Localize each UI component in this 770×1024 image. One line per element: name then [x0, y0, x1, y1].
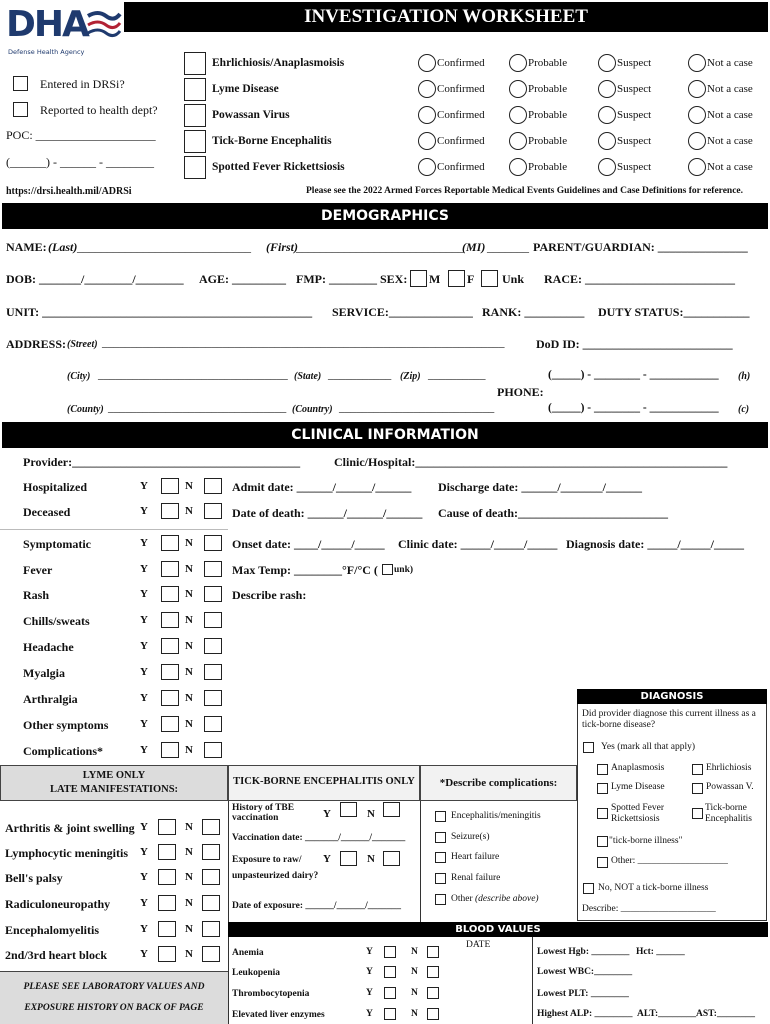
- max-temp-field[interactable]: Max Temp: ________°F/°C (: [232, 563, 378, 577]
- symptom-other-yes-checkbox[interactable]: [161, 716, 179, 732]
- y-label: Y: [140, 588, 148, 600]
- lyme-yes-checkbox[interactable]: [158, 844, 176, 860]
- compl-other-label: [451, 894, 539, 904]
- symptom-myalgia-no-checkbox[interactable]: [204, 664, 222, 680]
- disease-name: Lyme Disease: [212, 83, 279, 95]
- home-phone-field[interactable]: (_____) - ________ - ____________: [548, 369, 719, 381]
- flag-waves-icon: [86, 8, 122, 42]
- y-label: Y: [140, 505, 148, 517]
- compl-heading: *Describe complications:: [439, 777, 558, 789]
- temp-unk-checkbox[interactable]: [382, 564, 393, 575]
- sex-f-checkbox[interactable]: [448, 270, 465, 287]
- sex-unk-checkbox[interactable]: [481, 270, 498, 287]
- n-label: N: [185, 666, 193, 678]
- blood-date-label: DATE: [466, 940, 491, 950]
- diag-tbi-label: "tick-borne illness": [609, 836, 683, 846]
- case-radio-suspect[interactable]: [598, 80, 616, 98]
- y-label: Y: [140, 846, 148, 858]
- case-label-confirmed: Confirmed: [437, 109, 485, 121]
- lyme-no-checkbox[interactable]: [202, 946, 220, 962]
- disease-checkbox[interactable]: [184, 156, 206, 179]
- n-label: N: [185, 640, 193, 652]
- n-label: N: [185, 614, 193, 626]
- blood-no-checkbox[interactable]: [427, 946, 439, 958]
- case-label-probable: Probable: [528, 135, 568, 147]
- rank-field[interactable]: RANK: __________: [482, 305, 585, 319]
- reported-checkbox[interactable]: [13, 102, 28, 117]
- diag-spotted-checkbox[interactable]: [597, 808, 608, 819]
- tbe-history-n: N: [367, 808, 375, 820]
- y-label: Y: [140, 923, 148, 935]
- mi-label: (MI): [462, 240, 486, 254]
- case-label-suspect: Suspect: [617, 57, 652, 69]
- n-label: N: [185, 588, 193, 600]
- case-radio-confirmed[interactable]: [418, 106, 436, 124]
- street-field[interactable]: ______________________________________________________________________: [102, 337, 505, 349]
- symptom-hospitalized-no-checkbox[interactable]: [204, 478, 222, 494]
- logo-tagline: Defense Health Agency: [8, 48, 85, 56]
- county-label: (County): [67, 404, 104, 415]
- complication-label: Seizure(s): [451, 832, 490, 842]
- complication-checkbox[interactable]: [435, 811, 446, 822]
- state-label: (State): [294, 371, 322, 382]
- tbe-vacc-date-field[interactable]: Vaccination date: _______/______/_______: [232, 833, 406, 843]
- case-radio-not-case[interactable]: [688, 80, 706, 98]
- case-radio-not-case[interactable]: [688, 54, 706, 72]
- blood-item-label: Leukopenia: [232, 968, 281, 978]
- n-label: N: [185, 692, 193, 704]
- y-label: Y: [140, 948, 148, 960]
- entered-drsi-label: Entered in DRSi?: [40, 77, 125, 91]
- diag-powassan-label: Powassan V.: [706, 782, 754, 792]
- symptom-fever-no-checkbox[interactable]: [204, 561, 222, 577]
- n-label: N: [185, 480, 193, 492]
- y-label: Y: [366, 967, 373, 977]
- case-radio-probable[interactable]: [509, 80, 527, 98]
- lyme-item-label: 2nd/3rd heart block: [5, 948, 108, 962]
- tbe-exp-date-field[interactable]: Date of exposure: ______/______/_______: [232, 901, 401, 911]
- symptom-rash-yes-checkbox[interactable]: [161, 586, 179, 602]
- tbe-history-y: Y: [323, 808, 331, 820]
- poc-field[interactable]: POC: ____________________: [6, 128, 156, 142]
- diag-lyme-checkbox[interactable]: [597, 783, 608, 794]
- home-phone-label: (h): [738, 371, 751, 382]
- case-radio-not-case[interactable]: [688, 106, 706, 124]
- symptom-headache-yes-checkbox[interactable]: [161, 638, 179, 654]
- sex-unk-label: Unk: [502, 272, 525, 286]
- case-radio-confirmed[interactable]: [418, 80, 436, 98]
- symptom-headache-no-checkbox[interactable]: [204, 638, 222, 654]
- disease-name: Ehrlichiosis/Anaplasmoisis: [212, 57, 345, 69]
- symptom-deceased-no-checkbox[interactable]: [204, 503, 222, 519]
- y-label: Y: [140, 614, 148, 626]
- clinical-heading: CLINICAL INFORMATION: [2, 422, 768, 448]
- case-label-confirmed: Confirmed: [437, 83, 485, 95]
- diagnosis-question: Did provider diagnose this current illness as a tick-borne disease?: [582, 709, 756, 730]
- diagnosis-date-field[interactable]: Diagnosis date: _____/_____/_____: [566, 537, 745, 551]
- cell-phone-field[interactable]: (_____) - ________ - ____________: [548, 402, 719, 414]
- n-label: N: [185, 897, 193, 909]
- disease-name: Spotted Fever Rickettsiosis: [212, 161, 345, 173]
- lyme-no-checkbox[interactable]: [202, 869, 220, 885]
- symptom-arthralgia-no-checkbox[interactable]: [204, 690, 222, 706]
- n-label: N: [185, 871, 193, 883]
- complication-checkbox[interactable]: [435, 852, 446, 863]
- cause-of-death-field[interactable]: Cause of death:_________________________: [438, 506, 668, 520]
- compl-other-text: Other: [451, 894, 473, 904]
- tbe-exposure-n-checkbox[interactable]: [383, 851, 400, 866]
- diag-anaplasmosis-checkbox[interactable]: [597, 764, 608, 775]
- plt-field[interactable]: Lowest PLT: ________: [537, 989, 629, 999]
- city-field[interactable]: _________________________________: [98, 369, 288, 381]
- dodid-field[interactable]: DoD ID: _________________________: [536, 337, 733, 351]
- y-label: Y: [140, 480, 148, 492]
- symptom-symptomatic-label: Symptomatic: [23, 537, 91, 551]
- symptom-complications-no-checkbox[interactable]: [204, 742, 222, 758]
- last-label: (Last): [48, 240, 78, 254]
- compl-other-checkbox[interactable]: [435, 894, 446, 905]
- case-label-confirmed: Confirmed: [437, 57, 485, 69]
- tbe-history-label: History of TBE vaccination: [232, 803, 295, 823]
- case-radio-probable[interactable]: [509, 106, 527, 124]
- demographics-heading: DEMOGRAPHICS: [2, 203, 768, 229]
- alp-field[interactable]: Highest ALP: ________: [537, 1009, 633, 1019]
- reported-label: Reported to health dept?: [40, 103, 158, 117]
- diag-powassan-checkbox[interactable]: [692, 783, 703, 794]
- case-label-suspect: Suspect: [617, 83, 652, 95]
- symptom-fever-label: Fever: [23, 563, 53, 577]
- n-label: N: [185, 923, 193, 935]
- race-field[interactable]: RACE: _________________________: [544, 272, 735, 286]
- symptom-chills-no-checkbox[interactable]: [204, 612, 222, 628]
- provider-field[interactable]: Provider:______________________________________: [23, 455, 301, 469]
- dha-logo: [6, 4, 122, 56]
- case-radio-suspect[interactable]: [598, 106, 616, 124]
- dob-field[interactable]: DOB: _______/________/________: [6, 272, 184, 286]
- case-label-confirmed: Confirmed: [437, 161, 485, 173]
- lyme-no-checkbox[interactable]: [202, 921, 220, 937]
- blood-no-checkbox[interactable]: [427, 966, 439, 978]
- case-label-probable: Probable: [528, 161, 568, 173]
- address-label: ADDRESS:: [6, 337, 67, 351]
- state-field[interactable]: ___________: [328, 369, 392, 381]
- disease-checkbox[interactable]: [184, 78, 206, 101]
- first-name-field[interactable]: ____________________________: [296, 240, 464, 254]
- lyme-yes-checkbox[interactable]: [158, 946, 176, 962]
- symptom-other-label: Other symptoms: [23, 718, 109, 732]
- service-field[interactable]: SERVICE:______________: [332, 305, 473, 319]
- n-label: N: [411, 988, 418, 998]
- symptom-rash-label: Rash: [23, 588, 50, 602]
- disease-checkbox[interactable]: [184, 104, 206, 127]
- fmp-field[interactable]: FMP: ________: [296, 272, 377, 286]
- tbe-exposure-label: Exposure to raw/ unpasteurized dairy?: [232, 855, 319, 881]
- case-label-suspect: Suspect: [617, 161, 652, 173]
- disease-checkbox[interactable]: [184, 52, 206, 75]
- page-title: INVESTIGATION WORKSHEET: [124, 2, 768, 32]
- n-label: N: [185, 821, 193, 833]
- age-field[interactable]: AGE: _________: [199, 272, 286, 286]
- lyme-no-checkbox[interactable]: [202, 819, 220, 835]
- reference-note: Please see the 2022 Armed Forces Reportable Medical Events Guidelines and Case Definitions for reference.: [306, 186, 744, 196]
- disease-name: Powassan Virus: [212, 109, 290, 121]
- symptom-symptomatic-no-checkbox[interactable]: [204, 535, 222, 551]
- case-radio-suspect[interactable]: [598, 132, 616, 150]
- blood-item-label: Thrombocytopenia: [232, 989, 310, 999]
- y-label: Y: [140, 718, 148, 730]
- lyme-heading-1: LYME ONLY: [82, 770, 146, 781]
- case-label-probable: Probable: [528, 83, 568, 95]
- compl-other-note: (describe above): [475, 894, 539, 904]
- y-label: Y: [140, 744, 148, 756]
- symptom-myalgia-label: Myalgia: [23, 666, 65, 680]
- symptom-arthralgia-label: Arthralgia: [23, 692, 78, 706]
- lyme-yes-checkbox[interactable]: [158, 895, 176, 911]
- symptom-complications-yes-checkbox[interactable]: [161, 742, 179, 758]
- case-label-probable: Probable: [528, 109, 568, 121]
- diag-describe-field[interactable]: Describe: ____________________: [582, 904, 716, 914]
- lyme-item-label: Arthritis & joint swelling: [5, 821, 135, 835]
- diag-no-checkbox[interactable]: [583, 883, 594, 894]
- y-label: Y: [140, 871, 148, 883]
- city-label: (City): [67, 371, 91, 382]
- case-radio-confirmed[interactable]: [418, 54, 436, 72]
- case-label-suspect: Suspect: [617, 109, 652, 121]
- symptom-chills-yes-checkbox[interactable]: [161, 612, 179, 628]
- complication-label: Encephalitis/meningitis: [451, 811, 541, 821]
- n-label: N: [185, 505, 193, 517]
- y-label: Y: [366, 947, 373, 957]
- y-label: Y: [366, 988, 373, 998]
- n-label: N: [185, 744, 193, 756]
- lyme-yes-checkbox[interactable]: [158, 869, 176, 885]
- symptom-chills-label: Chills/sweats: [23, 614, 90, 628]
- case-radio-confirmed[interactable]: [418, 132, 436, 150]
- case-radio-not-case[interactable]: [688, 132, 706, 150]
- tbe-heading: TICK-BORNE ENCEPHALITIS ONLY: [233, 776, 415, 787]
- case-label-suspect: Suspect: [617, 135, 652, 147]
- case-label-not-case: Not a case: [707, 109, 753, 121]
- y-label: Y: [140, 666, 148, 678]
- symptom-rash-no-checkbox[interactable]: [204, 586, 222, 602]
- y-label: Y: [140, 563, 148, 575]
- lyme-no-checkbox[interactable]: [202, 895, 220, 911]
- complication-label: Renal failure: [451, 873, 501, 883]
- symptom-hospitalized-label: Hospitalized: [23, 480, 88, 494]
- diag-lyme-label: Lyme Disease: [611, 782, 665, 792]
- n-label: N: [185, 537, 193, 549]
- case-label-not-case: Not a case: [707, 161, 753, 173]
- diag-ehrlichiosis-checkbox[interactable]: [692, 764, 703, 775]
- street-label: (Street): [67, 339, 98, 350]
- lyme-item-label: Radiculoneuropathy: [5, 897, 111, 911]
- lyme-item-label: Encephalomyelitis: [5, 923, 100, 937]
- parent-field[interactable]: PARENT/GUARDIAN: _______________: [533, 240, 748, 254]
- blood-item-label: Anemia: [232, 948, 264, 958]
- poc-phone-field[interactable]: (______) - ______ - ________: [6, 155, 154, 169]
- complication-label: Heart failure: [451, 852, 500, 862]
- symptom-arthralgia-yes-checkbox[interactable]: [161, 690, 179, 706]
- case-label-not-case: Not a case: [707, 135, 753, 147]
- case-radio-probable[interactable]: [509, 54, 527, 72]
- sex-m-label: M: [429, 272, 441, 286]
- complication-checkbox[interactable]: [435, 832, 446, 843]
- tbe-history-n-checkbox[interactable]: [383, 802, 400, 817]
- symptom-headache-label: Headache: [23, 640, 74, 654]
- zip-label: (Zip): [400, 371, 421, 382]
- diag-ehrlichiosis-label: Ehrlichiosis: [706, 763, 752, 773]
- blood-yes-checkbox[interactable]: [384, 1008, 396, 1020]
- n-label: N: [411, 947, 418, 957]
- case-radio-probable[interactable]: [509, 158, 527, 176]
- lyme-no-checkbox[interactable]: [202, 844, 220, 860]
- n-label: N: [185, 846, 193, 858]
- lyme-item-label: Bell's palsy: [5, 871, 63, 885]
- hgb-field[interactable]: Lowest Hgb: ________: [537, 947, 630, 957]
- hct-field[interactable]: Hct: ______: [636, 947, 685, 957]
- diag-yes-label: Yes (mark all that apply): [601, 742, 696, 752]
- phone-label: PHONE:: [497, 385, 544, 399]
- lyme-item-label: Lymphocytic meningitis: [5, 846, 129, 860]
- symptom-deceased-yes-checkbox[interactable]: [161, 503, 179, 519]
- sex-m-checkbox[interactable]: [410, 270, 427, 287]
- entered-drsi-checkbox[interactable]: [13, 76, 28, 91]
- y-label: Y: [140, 537, 148, 549]
- name-label: NAME:: [6, 240, 47, 254]
- sex-f-label: F: [467, 272, 475, 286]
- symptom-deceased-label: Deceased: [23, 505, 71, 519]
- ast-field[interactable]: AST:________: [696, 1009, 755, 1019]
- cell-phone-label: (c): [738, 404, 750, 415]
- describe-rash-label[interactable]: Describe rash:: [232, 588, 307, 602]
- logo-text: DHA: [6, 4, 88, 45]
- case-radio-probable[interactable]: [509, 132, 527, 150]
- diag-tbi-checkbox[interactable]: [597, 836, 608, 847]
- wbc-field[interactable]: Lowest WBC:________: [537, 967, 633, 977]
- lab-note-line-1: PLEASE SEE LABORATORY VALUES AND: [23, 982, 205, 992]
- diag-no-label: No, NOT a tick-borne illness: [598, 883, 709, 893]
- duty-status-field[interactable]: DUTY STATUS:___________: [598, 305, 750, 319]
- symptom-myalgia-yes-checkbox[interactable]: [161, 664, 179, 680]
- blood-item-label: Elevated liver enzymes: [232, 1010, 325, 1020]
- y-label: Y: [140, 640, 148, 652]
- diag-tbe-label: Tick-borne Encephalitis: [705, 803, 752, 824]
- n-label: N: [185, 718, 193, 730]
- onset-date-field[interactable]: Onset date: ____/_____/_____: [232, 537, 385, 551]
- case-label-confirmed: Confirmed: [437, 135, 485, 147]
- unit-field[interactable]: UNIT: _____________________________________________: [6, 305, 313, 319]
- diag-yes-checkbox[interactable]: [583, 742, 594, 753]
- diag-spotted-label: Spotted Fever Rickettsiosis: [611, 803, 665, 824]
- symptom-complications-label: Complications*: [23, 744, 104, 758]
- blood-yes-checkbox[interactable]: [384, 987, 396, 999]
- first-label: (First): [266, 240, 299, 254]
- n-label: N: [185, 948, 193, 960]
- complication-checkbox[interactable]: [435, 873, 446, 884]
- n-label: N: [185, 563, 193, 575]
- lyme-yes-checkbox[interactable]: [158, 819, 176, 835]
- case-radio-not-case[interactable]: [688, 158, 706, 176]
- disease-name: Tick-Borne Encephalitis: [212, 135, 332, 147]
- diag-other-checkbox[interactable]: [597, 857, 608, 868]
- y-label: Y: [140, 692, 148, 704]
- case-radio-confirmed[interactable]: [418, 158, 436, 176]
- blood-no-checkbox[interactable]: [427, 987, 439, 999]
- case-radio-suspect[interactable]: [598, 54, 616, 72]
- blood-heading: BLOOD VALUES: [228, 922, 768, 937]
- blood-yes-checkbox[interactable]: [384, 946, 396, 958]
- last-name-field[interactable]: _____________________________: [77, 240, 251, 254]
- diag-tbe-checkbox[interactable]: [692, 808, 703, 819]
- temp-unk-label: unk): [394, 565, 414, 575]
- sex-label: SEX:: [380, 272, 408, 286]
- death-date-field[interactable]: Date of death: ______/______/______: [232, 506, 423, 520]
- lab-note-box: [0, 971, 228, 1024]
- n-label: N: [411, 967, 418, 977]
- clinic-date-field[interactable]: Clinic date: _____/_____/_____: [398, 537, 558, 551]
- admit-date-field[interactable]: Admit date: ______/______/______: [232, 480, 412, 494]
- alt-field[interactable]: ALT:________: [637, 1009, 697, 1019]
- case-label-not-case: Not a case: [707, 57, 753, 69]
- case-radio-suspect[interactable]: [598, 158, 616, 176]
- symptom-symptomatic-yes-checkbox[interactable]: [161, 535, 179, 551]
- lab-note-line-2: EXPOSURE HISTORY ON BACK OF PAGE: [24, 1003, 204, 1013]
- symptom-hospitalized-yes-checkbox[interactable]: [161, 478, 179, 494]
- symptom-fever-yes-checkbox[interactable]: [161, 561, 179, 577]
- country-label: (Country): [292, 404, 333, 415]
- y-label: Y: [140, 821, 148, 833]
- lyme-yes-checkbox[interactable]: [158, 921, 176, 937]
- zip-field[interactable]: __________: [428, 369, 486, 381]
- blood-no-checkbox[interactable]: [427, 1008, 439, 1020]
- symptom-other-no-checkbox[interactable]: [204, 716, 222, 732]
- diag-anaplasmosis-label: Anaplasmosis: [611, 763, 665, 773]
- mi-field[interactable]: _______: [487, 240, 529, 254]
- tbe-exposure-y-checkbox[interactable]: [340, 851, 357, 866]
- discharge-date-field[interactable]: Discharge date: ______/_______/______: [438, 480, 642, 494]
- tbe-history-y-checkbox[interactable]: [340, 802, 357, 817]
- y-label: Y: [366, 1009, 373, 1019]
- diag-other-field[interactable]: Other: ___________________: [611, 856, 728, 866]
- country-field[interactable]: ___________________________: [339, 402, 495, 414]
- n-label: N: [411, 1009, 418, 1019]
- blood-yes-checkbox[interactable]: [384, 966, 396, 978]
- case-label-probable: Probable: [528, 57, 568, 69]
- y-label: Y: [140, 897, 148, 909]
- tbe-exposure-y: Y: [323, 853, 331, 865]
- tbe-exposure-n: N: [367, 853, 375, 865]
- county-field[interactable]: _______________________________: [108, 402, 287, 414]
- lyme-heading-2: LATE MANIFESTATIONS:: [49, 784, 179, 795]
- clinic-field[interactable]: Clinic/Hospital:____________________________________________________: [334, 455, 728, 469]
- disease-checkbox[interactable]: [184, 130, 206, 153]
- case-label-not-case: Not a case: [707, 83, 753, 95]
- drsi-url[interactable]: https://drsi.health.mil/ADRSi: [6, 186, 132, 197]
- diagnosis-heading: DIAGNOSIS: [577, 689, 767, 704]
